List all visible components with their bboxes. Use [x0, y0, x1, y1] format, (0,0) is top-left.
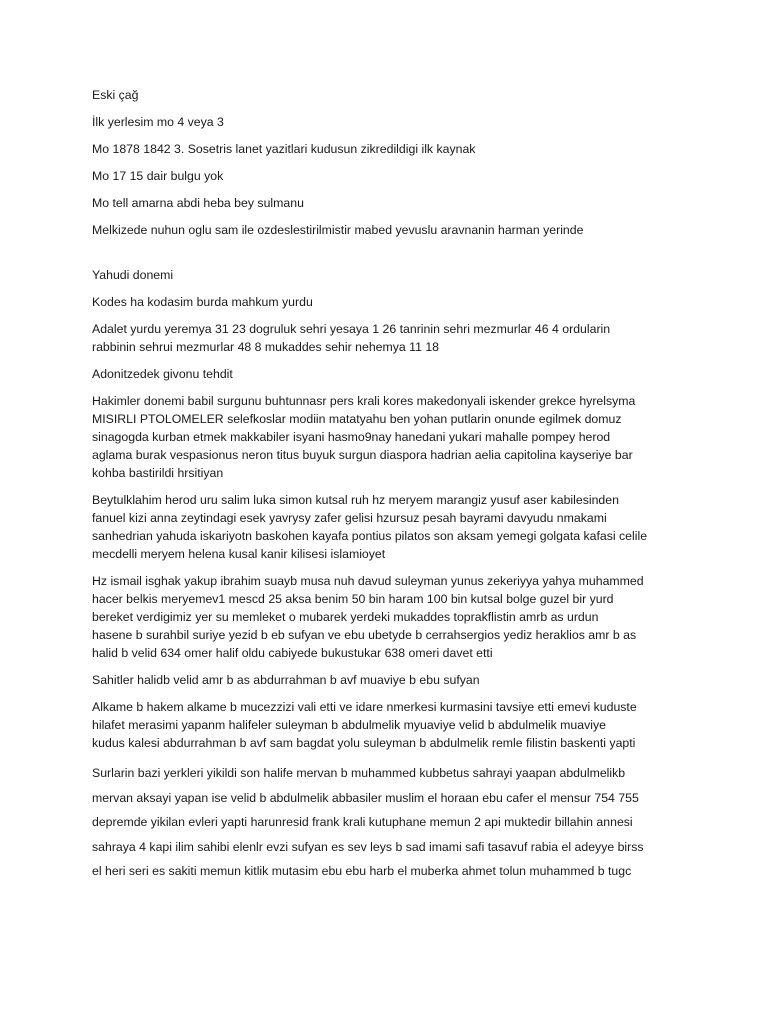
paragraph-4: Mo tell amarna abdi heba bey sulmanu [92, 196, 304, 210]
paragraph-7: Adalet yurdu yeremya 31 23 dogruluk sehri yesaya 1 26 tanrinin sehri mezmurlar 46 4 ordularin rabbinin sehrui mezmurlar 48 8 mukaddes sehir nehemya 11 18 [92, 322, 611, 354]
text-line: sahraya 4 kapi ilim sahibi elenlr evzi sufyan es sev leys b sad imami safi tasavuf rabia el adeyye birss [92, 839, 644, 854]
paragraph-6: Kodes ha kodasim burda mahkum yurdu [92, 295, 313, 309]
paragraph-12: Sahitler halidb velid amr b as abdurrahman b avf muaviye b ebu sufyan [92, 673, 480, 687]
section-heading-yahudi-donemi: Yahudi donemi [92, 268, 174, 282]
paragraph-8: Adonitzedek givonu tehdit [92, 367, 233, 381]
paragraph-2: Mo 1878 1842 3. Sosetris lanet yazitlari kudusun zikredildigi ilk kaynak [92, 142, 476, 156]
section-heading-eski-cag: Eski çağ [92, 88, 139, 102]
document-body [92, 86, 692, 884]
paragraph-3: Mo 17 15 dair bulgu yok [92, 169, 224, 183]
paragraph-10: Beytulklahim herod uru salim luka simon kutsal ruh hz meryem marangiz yusuf aser kabilesinden fanuel kizi anna zeytindagi esek yavrysy zafer gelisi hzursuz pesah bayrami davyudu nmakami sanhedrian yahuda iskariyotn baskohen kayafa pontius pilatos son aksam yemegi golgata kafasi celile mecdelli meryem helena kusal kanir kilisesi islamioyet [92, 493, 648, 561]
paragraph-13: Alkame b hakem alkame b mucezzizi vali etti ve idare nmerkesi kurmasini tavsiye etti emevi kuduste hilafet merasimi yapanm halifeler suleyman b abdulmelik myuaviye velid b abdulmelik muaviye kudus kalesi abdurrahman b avf sam bagdat yolu suleyman b abdulmelik remle filistin baskenti yapti [92, 700, 637, 750]
paragraph-9: Hakimler donemi babil surgunu buhtunnasr pers krali kores makedonyali iskender grekce hyrelsyma MISIRLI PTOLOMELER selefkoslar modiin matatyahu ben yohan putlarin onunde egilmek domuz sinagogda kurban etmek makkabiler isyani hasmo9nay hanedani yukari mahalle pompey herod aglama burak vespasionus neron titus buyuk surgun diaspora hadrian aelia capitolina kayseriye bar kohba bastirildi hrsitiyan [92, 394, 636, 480]
text-line: Surlarin bazi yerkleri yikildi son halife mervan b muhammed kubbetus sahrayi yaapan abdulmelikb [92, 766, 626, 780]
text-line: el heri seri es sakiti memun kitlik mutasim ebu ebu harb el muberka ahmet tolun muhammed b tugc [92, 864, 632, 878]
paragraph-5: Melkizede nuhun oglu sam ile ozdeslestirilmistir mabed yevuslu aravnanin harman yerinde [92, 223, 584, 237]
paragraph-1: İlk yerlesim mo 4 veya 3 [92, 115, 224, 129]
text-line: mervan aksayi yapan ise velid b abdulmelik abbasiler muslim el horaan ebu cafer el mensur 754 755 [92, 790, 639, 805]
loose-spaced-block [92, 761, 692, 884]
text-line: depremde yikilan evleri yapti harunresid frank krali kutuphane memun 2 api muktedir billahin annesi [92, 815, 633, 829]
paragraph-11: Hz ismail isghak yakup ibrahim suayb musa nuh davud suleyman yunus zekeriyya yahya muhammed hacer belkis meryemev1 mescd 25 aksa benim 50 bin haram 100 bin kutsal bolge guzel bir yurd bereket verdigimiz yer su memleket o mubarek yerdeki mukaddes toprakflistin amrb as urdun hasene b surahbil suriye yezid b eb sufyan ve ebu ubetyde b cerrahsergios yediz heraklios amr b as halid b velid 634 omer halif oldu cabiyede bukustukar 638 omeri davet etti [92, 574, 644, 660]
